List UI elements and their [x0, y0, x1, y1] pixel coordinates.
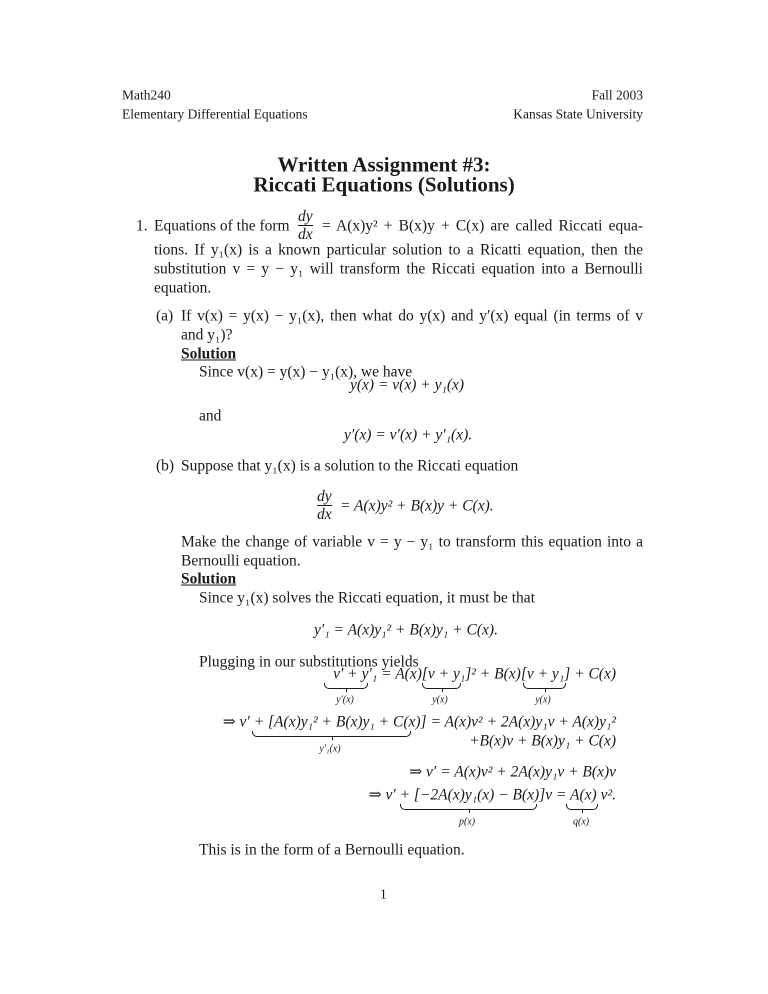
derivation-line-1: v′ + y′₁ = A(x)[v + y₁]² + B(x)[v + y₁] + C(x) [333, 665, 616, 683]
riccati-equation-rhs: = A(x)y² + B(x)y + C(x). [340, 497, 494, 515]
part-a-and: and [199, 407, 222, 425]
derivation-line-4: ⇒ v′ + [−2A(x)y₁(x) − B(x)]v = A(x) v². [368, 786, 616, 804]
page-title-line1: Written Assignment #3: [277, 152, 491, 177]
underbrace-label: y′(x) [336, 694, 354, 706]
underbrace [422, 683, 461, 689]
derivation-line-2b: +B(x)v + B(x)y₁ + C(x) [469, 732, 616, 750]
part-b-since: Since y₁(x) solves the Riccati equation, it must be that [199, 589, 535, 607]
part-a-label: (a) [156, 307, 174, 325]
problem-line2: tions. If y₁(x) is a known particular solution to a Ricatti equation, then the [154, 241, 643, 259]
part-b-question-line3: Bernoulli equation. [181, 552, 301, 570]
underbrace-label: q(x) [572, 816, 590, 828]
problem-intro-pre: Equations of the form [154, 217, 290, 235]
underbrace [324, 683, 368, 689]
part-a-equation-2: y′(x) = v′(x) + y′₁(x). [344, 426, 473, 444]
page-number: 1 [380, 886, 387, 902]
part-b-question-line2: Make the change of variable v = y − y₁ to transform this equation into a [181, 533, 643, 551]
problem-line3: substitution v = y − y₁ will transform the Riccati equation into a Bernoulli [154, 260, 643, 278]
underbrace [566, 804, 598, 810]
riccati-fraction [317, 488, 332, 523]
frac-numerator: dy [298, 208, 313, 225]
problem-intro-post: = A(x)y² + B(x)y + C(x) are called Riccati equa- [322, 217, 643, 235]
course-code: Math240 [122, 87, 171, 103]
plugging-text: Plugging in our substitutions yields [199, 653, 419, 671]
university: Kansas State University [513, 106, 643, 122]
underbrace [523, 683, 566, 689]
frac-denominator: dx [317, 506, 332, 523]
underbrace-label: y(x) [432, 694, 448, 706]
page-title-line2: Riccati Equations (Solutions) [253, 172, 515, 197]
underbrace [400, 804, 537, 810]
frac-denominator: dx [298, 226, 313, 243]
part-a-equation-1: y(x) = v(x) + y₁(x) [350, 376, 465, 394]
y1-prime-equation: y′₁ = A(x)y₁² + B(x)y₁ + C(x). [314, 621, 498, 639]
problem-number: 1. [136, 217, 148, 235]
term: Fall 2003 [591, 87, 643, 103]
part-a-solution-heading: Solution [181, 345, 237, 363]
underbrace [252, 731, 411, 737]
derivation-line-3: ⇒ v′ = A(x)v² + 2A(x)y₁v + B(x)v [409, 763, 616, 781]
part-b-solution-heading: Solution [181, 570, 237, 588]
underbrace-label: y(x) [535, 694, 551, 706]
frac-numerator: dy [317, 488, 332, 505]
part-b-question-line1: Suppose that y₁(x) is a solution to the Riccati equation [181, 457, 519, 475]
dy-dx-fraction [298, 208, 313, 243]
part-b-label: (b) [156, 457, 175, 475]
derivation-line-2: ⇒ v′ + [A(x)y₁² + B(x)y₁ + C(x)] = A(x)v² + 2A(x)y₁v + A(x)y₁² [222, 713, 616, 731]
conclusion: This is in the form of a Bernoulli equation. [199, 841, 465, 859]
part-a-since: Since v(x) = y(x) − y₁(x), we have [199, 363, 413, 381]
part-a-question-line2: and y₁)? [181, 326, 233, 344]
part-a-question-line1: If v(x) = y(x) − y₁(x), then what do y(x) and y′(x) equal (in terms of v [181, 307, 643, 325]
underbrace-label: p(x) [458, 816, 476, 828]
underbrace-label: y′₁(x) [319, 743, 341, 755]
course-name: Elementary Differential Equations [122, 106, 308, 122]
problem-line4: equation. [154, 279, 212, 297]
